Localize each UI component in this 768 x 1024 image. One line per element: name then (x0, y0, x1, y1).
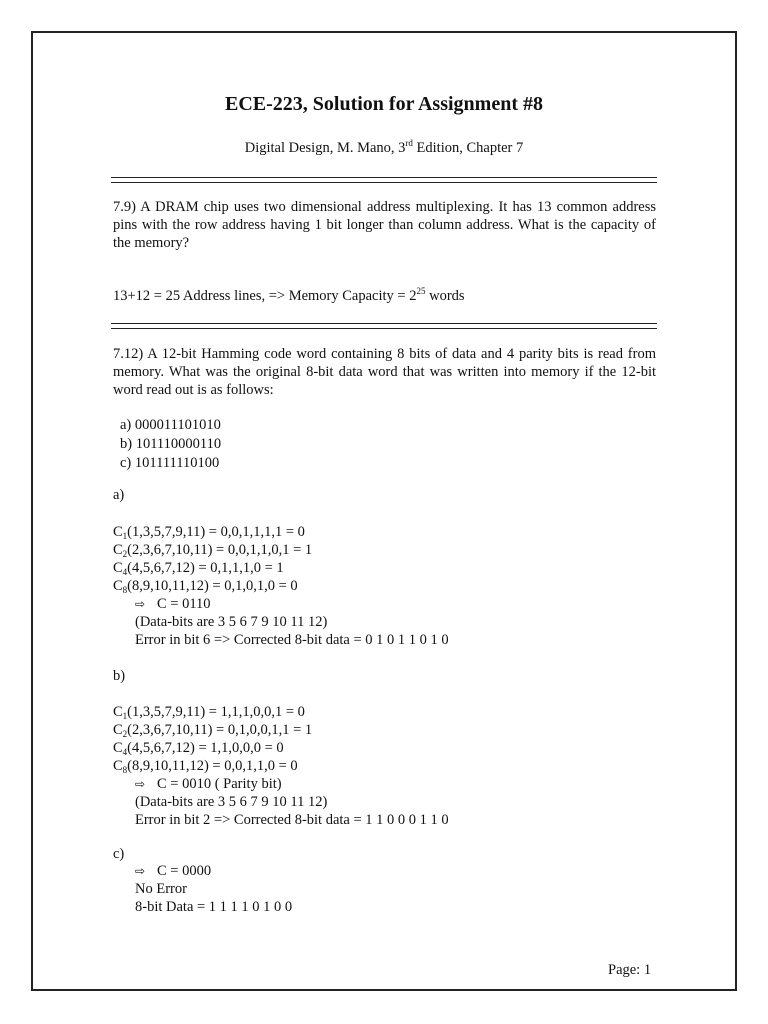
page-number: Page: 1 (608, 962, 652, 978)
syndrome-result: ⇨ C = 0010 ( Parity bit) (135, 776, 282, 792)
no-error-note: No Error (135, 881, 187, 897)
subtitle-text-end: Edition, Chapter 7 (412, 140, 524, 156)
page-title: ECE-223, Solution for Assignment #8 (224, 93, 543, 115)
part-b-solution (113, 703, 633, 829)
option-a: a) 000011101010 (120, 417, 221, 433)
option-b: b) 101110000110 (120, 436, 222, 452)
part-b-label: b) (113, 668, 126, 684)
check-c4: $C_4(4,5,6,7,12) = 1,1,0,0,0 = 0$ (113, 740, 284, 757)
answer-unit: words (425, 288, 465, 304)
syndrome-result: ⇨ C = 0110 (135, 596, 211, 612)
data-bits-note: (Data-bits are 3 5 6 7 9 10 11 12) (135, 614, 328, 630)
check-c4: $C_4(4,5,6,7,12) = 0,1,1,1,0 = 1$ (113, 560, 284, 577)
option-list (120, 416, 420, 473)
check-c8: $C_8(8,9,10,11,12) = 0,0,1,1,0 = 0$ (113, 758, 298, 775)
page-subtitle (0, 140, 768, 157)
double-rule (111, 177, 657, 183)
arrow-icon: ⇨ (135, 597, 146, 611)
check-c8: $C_8(8,9,10,11,12) = 0,1,0,1,0 = 0$ (113, 578, 298, 595)
part-c-solution (113, 862, 633, 916)
option-c: c) 101111110100 (120, 455, 220, 471)
check-c2: $C_2(2,3,6,7,10,11) = 0,1,0,0,1,1 = 1$ (113, 722, 313, 739)
error-result: Error in bit 6 => Corrected 8-bit data = 0 1 0 1 1 0 1 0 (135, 632, 449, 648)
check-c1: $C_1(1,3,5,7,9,11) = 0,0,1,1,1,1 = 0$ (113, 524, 305, 541)
error-result: Error in bit 2 => Corrected 8-bit data = 1 1 0 0 0 1 1 0 (135, 812, 449, 828)
arrow-icon: ⇨ (135, 864, 146, 878)
check-c1: $C_1(1,3,5,7,9,11) = 1,1,1,0,0,1 = 0$ (113, 704, 305, 721)
arrow-icon: ⇨ (135, 777, 146, 791)
subtitle-superscript: rd (405, 138, 413, 148)
double-rule (111, 323, 657, 329)
syndrome-result: ⇨ C = 0000 (135, 863, 212, 879)
question-7-9: 7.9) A DRAM chip uses two dimensional address multiplexing. It has 13 common address pins with the row address having 1 bit longer than column address. What is the capacity of the memory? (113, 199, 656, 251)
subtitle-text: Digital Design, M. Mano, 3 (244, 140, 406, 156)
answer-7-9 (113, 287, 656, 305)
data-result: 8-bit Data = 1 1 1 1 0 1 0 0 (135, 899, 293, 915)
check-c2: $C_2(2,3,6,7,10,11) = 0,0,1,1,0,1 = 1$ (113, 542, 313, 559)
part-a-solution (113, 523, 633, 649)
data-bits-note: (Data-bits are 3 5 6 7 9 10 11 12) (135, 794, 328, 810)
answer-exponent: 25 (416, 286, 426, 296)
part-a-label: a) (113, 487, 125, 503)
question-7-12: 7.12) A 12-bit Hamming code word containing 8 bits of data and 4 parity bits is read from memory. What was the original 8-bit data word that was written into memory if the 12-bit word read out is as follows: (113, 346, 656, 398)
answer-text: 13+12 = 25 Address lines, => Memory Capacity = 2 (113, 288, 417, 304)
part-c-label: c) (113, 846, 125, 862)
